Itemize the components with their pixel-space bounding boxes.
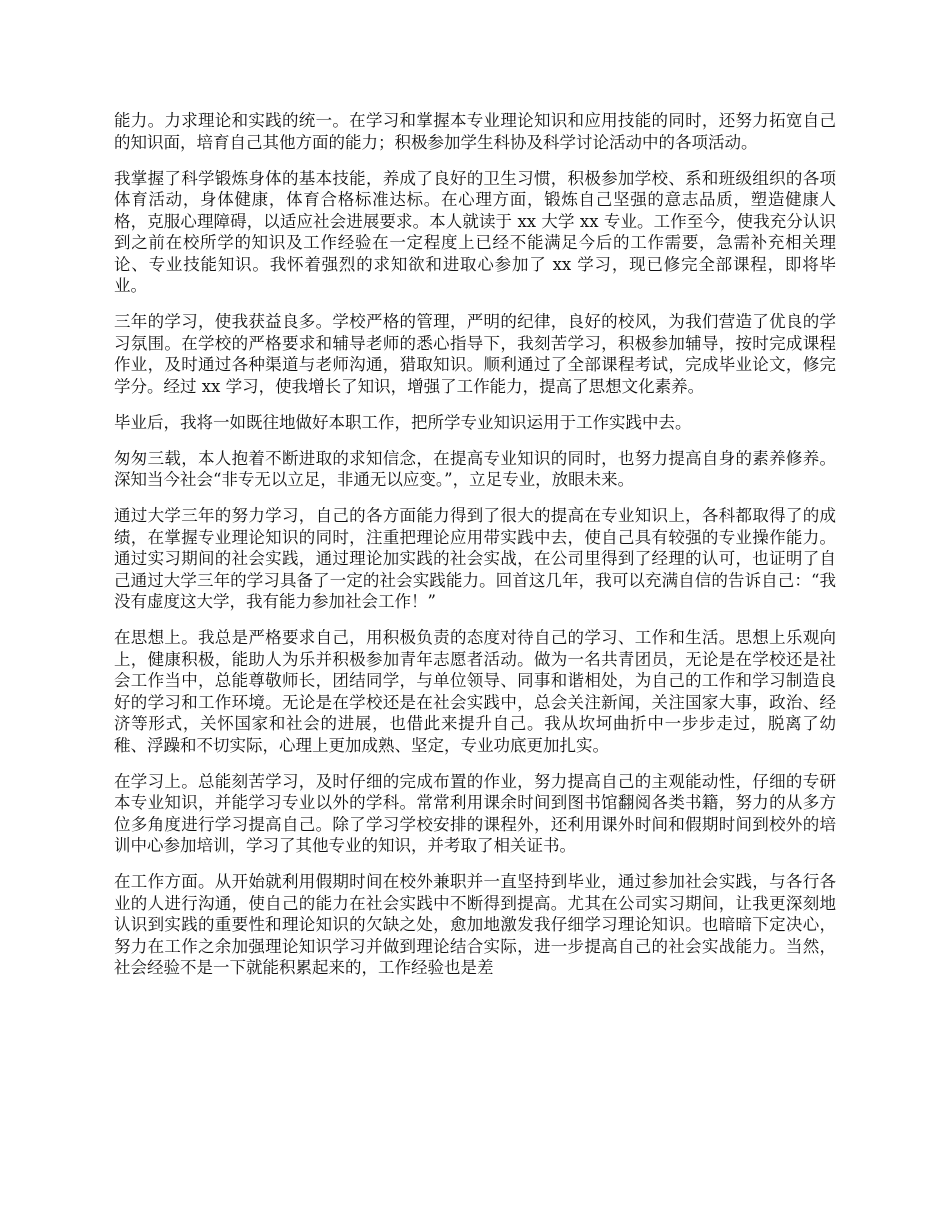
paragraph-6: 通过大学三年的努力学习，自己的各方面能力得到了很大的提高在专业知识上，各科都取得了的成绩，在掌握专业理论知识的同时，注重把理论应用带实践中去，使自己具有较强的专业操作能力。通过实习期间的社会实践，通过理论加实践的社会实战，在公司里得到了经理的认可，也证明了自己通过大学三年的学习具备了一定的社会实践能力。回首这几年，我可以充满自信的告诉自己：“我没有虚度这大学，我有能力参加社会工作！” bbox=[114, 506, 836, 611]
document-body bbox=[114, 110, 836, 993]
paragraph-2: 我掌握了科学锻炼身体的基本技能，养成了良好的卫生习惯，积极参加学校、系和班级组织的各项体育活动，身体健康，体育合格标准达标。在心理方面，锻炼自己坚强的意志品质，塑造健康人格，克服心理障碍，以适应社会进展要求。本人就读于 xx 大学 xx 专业。工作至今，使我充分认识到之前在校所学的知识及工作经验在一定程度上已经不能满足今后的工作需要，急需补充相关理论、专业技能知识。我怀着强烈的求知欲和进取心参加了 xx 学习，现已修完全部课程，即将毕业。 bbox=[114, 168, 836, 295]
paragraph-7: 在思想上。我总是严格要求自己，用积极负责的态度对待自己的学习、工作和生活。思想上乐观向上，健康积极，能助人为乐并积极参加青年志愿者活动。做为一名共青团员，无论是在学校还是社会工作当中，总能尊敬师长，团结同学，与单位领导、同事和谐相处，为自己的工作和学习制造良好的学习和工作环境。无论是在学校还是在社会实践中，总会关注新闻，关注国家大事，政治、经济等形式，关怀国家和社会的进展，也借此来提升自己。我从坎坷曲折中一步步走过，脱离了幼稚、浮躁和不切实际，心理上更加成熟、坚定，专业功底更加扎实。 bbox=[114, 628, 836, 755]
paragraph-4: 毕业后，我将一如既往地做好本职工作，把所学专业知识运用于工作实践中去。 bbox=[114, 412, 692, 432]
paragraph-5: 匆匆三载，本人抱着不断进取的求知信念，在提高专业知识的同时，也努力提高自身的素养修养。深知当今社会“非专无以立足，非通无以应变。”，立足专业，放眼未来。 bbox=[114, 448, 836, 489]
paragraph-3: 三年的学习，使我获益良多。学校严格的管理，严明的纪律，良好的校风，为我们营造了优良的学习氛围。在学校的严格要求和辅导老师的悉心指导下，我刻苦学习，积极参加辅导，按时完成课程作业，及时通过各种渠道与老师沟通，猎取知识。顺利通过了全部课程考试，完成毕业论文，修完学分。经过 xx 学习，使我增长了知识，增强了工作能力，提高了思想文化素养。 bbox=[114, 312, 836, 396]
paragraph-9: 在工作方面。从开始就利用假期时间在校外兼职并一直坚持到毕业，通过参加社会实践，与各行各业的人进行沟通，使自己的能力在社会实践中不断得到提高。尤其在公司实习期间，让我更深刻地认识到实践的重要性和理论知识的欠缺之处，愈加地激发我仔细学习理论知识。也暗暗下定决心，努力在工作之余加强理论知识学习并做到理论结合实际，进一步提高自己的社会实战能力。当然，社会经验不是一下就能积累起来的，工作经验也是差 bbox=[114, 872, 836, 977]
paragraph-8: 在学习上。总能刻苦学习，及时仔细的完成布置的作业，努力提高自己的主观能动性，仔细的专研本专业知识，并能学习专业以外的学科。常常利用课余时间到图书馆翻阅各类书籍，努力的从多方位多角度进行学习提高自己。除了学习学校安排的课程外，还利用课外时间和假期时间到校外的培训中心参加培训，学习了其他专业的知识，并考取了相关证书。 bbox=[114, 771, 836, 855]
paragraph-1: 能力。力求理论和实践的统一。在学习和掌握本专业理论知识和应用技能的同时，还努力拓宽自己的知识面，培育自己其他方面的能力；积极参加学生科协及科学讨论活动中的各项活动。 bbox=[114, 111, 836, 152]
